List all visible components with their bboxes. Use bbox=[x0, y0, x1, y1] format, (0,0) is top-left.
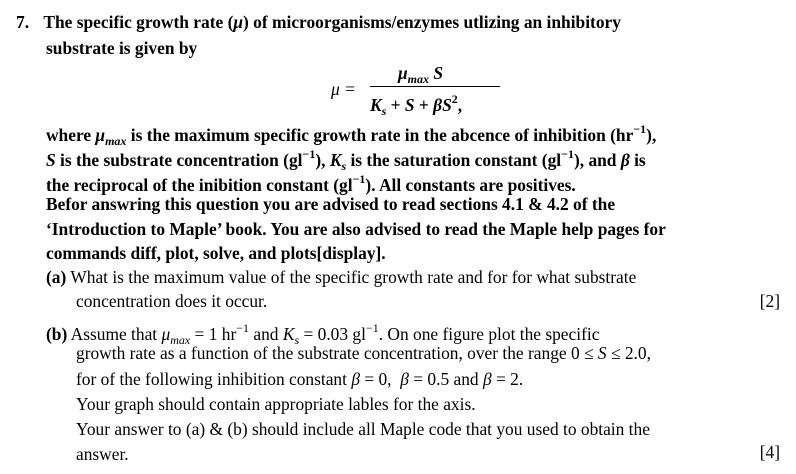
part-a-label: (a) bbox=[46, 267, 67, 287]
definition-line-1: where $\mu_{max}$ is the maximum specific growth rate in the abcence of inhibition $(hr^{-1})$, bbox=[46, 122, 657, 148]
part-b-line-6: answer. bbox=[76, 444, 129, 464]
part-b-marks: [4] bbox=[759, 442, 780, 462]
part-b-line-4: Your graph should contain appropriate lables for the axis. bbox=[76, 394, 476, 414]
definition-line-6: commands diff, plot, solve, and plots[display]. bbox=[46, 243, 386, 263]
part-a-line-1 bbox=[46, 266, 636, 288]
question-title-line-2: substrate is given by bbox=[46, 38, 198, 58]
equation-denominator: $K_s + S + \beta S^2$, bbox=[370, 92, 463, 118]
definition-line-2: S is the substrate concentration $(gl^{-1})$, $K_s$ is the saturation constant $(gl^{-1})$, and β is bbox=[46, 147, 646, 173]
part-a-line-2: concentration does it occur. bbox=[76, 291, 268, 311]
part-b-line-5: Your answer to (a) & (b) should include all Maple code that you used to obtain the bbox=[76, 419, 650, 439]
definition-line-3: the reciprocal of the inibition constant $(gl^{-1})$. All constants are positives. bbox=[46, 172, 576, 195]
fraction-bar bbox=[370, 86, 500, 87]
equation-numerator: $\mu_{max}$ S bbox=[398, 63, 444, 86]
part-b-line-1: (b) Assume that $\mu_{max} = 1$ $hr^{-1}$ and $K_s = 0.03$ $gl^{-1}$. On one figure plot the specific bbox=[46, 321, 600, 347]
question-number: 7. bbox=[16, 12, 30, 32]
definition-line-4: Befor answring this question you are advised to read sections 4.1 & 4.2 of the bbox=[46, 194, 616, 214]
part-a-marks: [2] bbox=[759, 291, 780, 311]
part-b-line-2: growth rate as a function of the substrate concentration, over the range 0 ≤ S ≤ 2.0, bbox=[76, 343, 651, 363]
part-b-label: (b) bbox=[46, 324, 68, 344]
equation-lhs: μ = bbox=[331, 79, 356, 99]
question-title-line-1: 7. The specific growth rate (μ) of microorganisms/enzymes utlizing an inhibitory bbox=[16, 12, 621, 32]
part-b-line-3: for of the following inhibition constant β = 0, β = 0.5 and β = 2. bbox=[76, 369, 524, 389]
definition-line-5: ‘Introduction to Maple’ book. You are also advised to read the Maple help pages for bbox=[46, 219, 666, 239]
part-a-text-1: What is the maximum value of the specific growth rate and for for what substrate bbox=[70, 267, 637, 287]
